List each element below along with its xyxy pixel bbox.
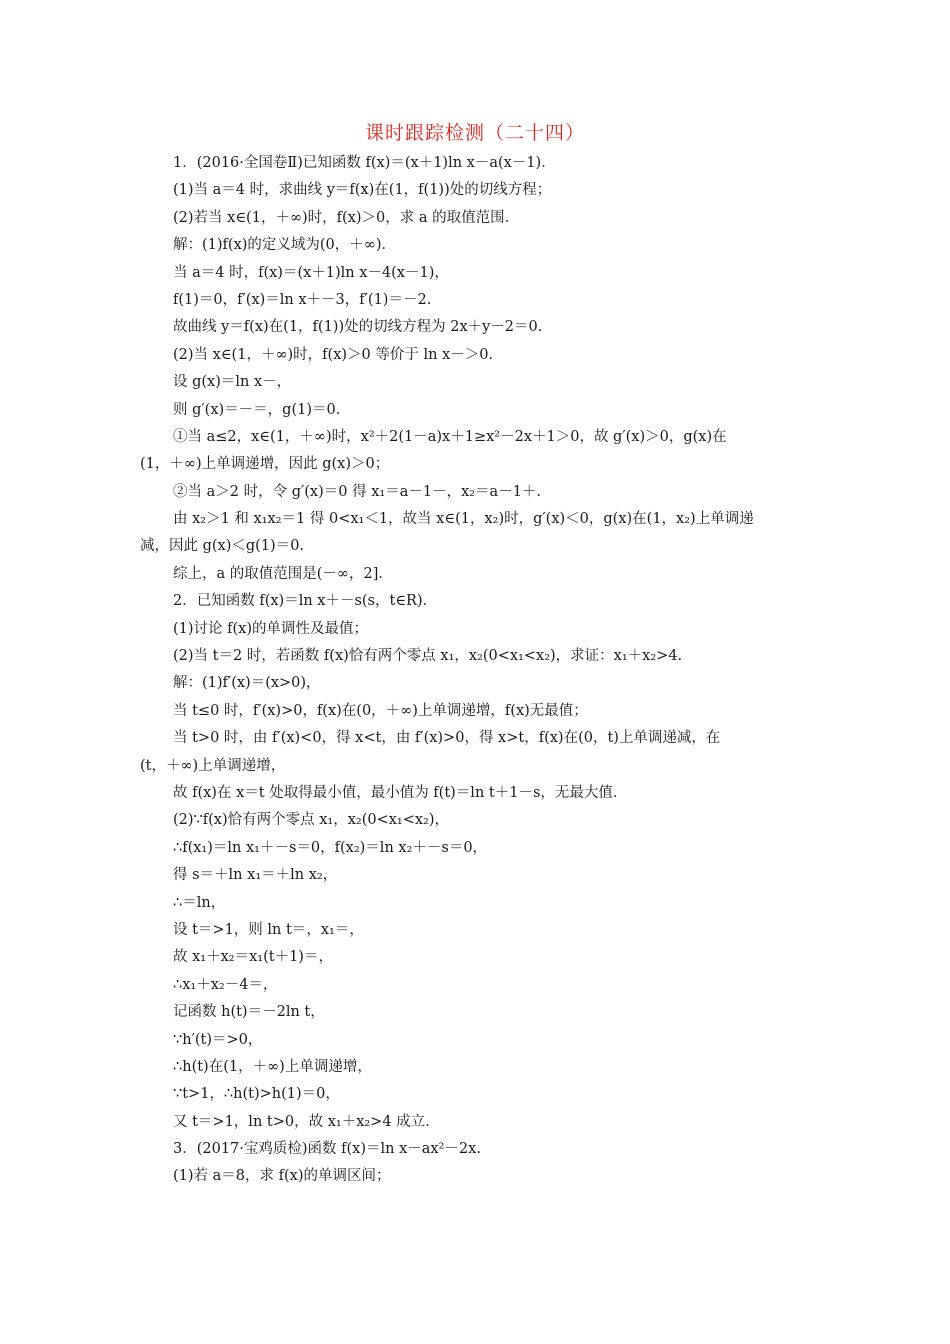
text-line: 设 t＝>1，则 ln t＝，x₁＝，	[173, 921, 364, 938]
text-line: (1)讨论 f(x)的单调性及最值；	[173, 620, 369, 637]
text-line: (2)当 t＝2 时，若函数 f(x)恰有两个零点 x₁，x₂(0<x₁<x₂)，求证：x₁＋x₂>4.	[173, 648, 683, 665]
text-line: ∴h(t)在(1，＋∞)上单调递增，	[173, 1058, 372, 1075]
text-line: 当 a＝4 时，f(x)＝(x＋1)ln x－4(x－1)，	[173, 264, 449, 281]
text-line: 设 g(x)＝ln x－，	[173, 374, 292, 391]
text-line: ①当 a≤2，x∈(1，＋∞)时，x²＋2(1－a)x＋1≥x²－2x＋1＞0，故 g′(x)＞0，g(x)在	[173, 428, 727, 445]
text-line: ∵h′(t)＝>0，	[173, 1031, 263, 1048]
text-line: ②当 a＞2 时，令 g′(x)＝0 得 x₁＝a－1－，x₂＝a－1＋.	[173, 483, 542, 500]
text-line: 当 t>0 时，由 f′(x)<0，得 x<t，由 f′(x)>0，得 x>t，f(x)在(0，t)上单调递减，在	[173, 730, 721, 747]
text-line: 综上，a 的取值范围是(－∞，2]．	[173, 565, 393, 582]
text-line: (2)当 x∈(1，＋∞)时，f(x)＞0 等价于 ln x－＞0.	[173, 346, 494, 363]
text-line: 2．已知函数 f(x)＝ln x＋－s(s，t∈R)．	[173, 593, 438, 610]
text-line: ∴f(x₁)＝ln x₁＋－s＝0，f(x₂)＝ln x₂＋－s＝0，	[173, 839, 488, 856]
document-body	[140, 150, 820, 1191]
text-line: 记函数 h(t)＝－2ln t，	[173, 1004, 325, 1021]
text-line: 减，因此 g(x)＜g(1)＝0.	[140, 538, 305, 555]
page-title: 课时跟踪检测（二十四）	[364, 122, 585, 144]
text-line: f(1)＝0，f′(x)＝ln x＋－3，f′(1)＝－2.	[173, 291, 432, 308]
text-line: 故 x₁＋x₂＝x₁(t＋1)＝，	[173, 949, 333, 966]
text-line: 由 x₂＞1 和 x₁x₂＝1 得 0<x₁＜1，故当 x∈(1，x₂)时，g′(x)＜0，g(x)在(1，x₂)上单调递	[173, 511, 754, 528]
text-line: ∴x₁＋x₂－4＝，	[173, 976, 278, 993]
text-line: 解：(1)f(x)的定义域为(0，＋∞)．	[173, 237, 397, 254]
text-line: 当 t≤0 时，f′(x)>0，f(x)在(0，＋∞)上单调递增，f(x)无最值；	[173, 702, 588, 719]
text-line: 解：(1)f′(x)＝(x>0)，	[173, 675, 321, 692]
text-line: (1)若 a＝8，求 f(x)的单调区间；	[173, 1168, 391, 1185]
text-line: 故曲线 y＝f(x)在(1，f(1))处的切线方程为 2x＋y－2＝0.	[173, 319, 543, 336]
text-line: (1)当 a＝4 时，求曲线 y＝f(x)在(1，f(1))处的切线方程；	[173, 182, 552, 199]
text-line: 又 t＝>1，ln t>0，故 x₁＋x₂>4 成立．	[173, 1113, 440, 1130]
text-line: (2)若当 x∈(1，＋∞)时，f(x)＞0，求 a 的取值范围．	[173, 209, 520, 226]
text-line: ∵t>1，∴h(t)>h(1)＝0，	[173, 1086, 340, 1103]
text-line: (t，＋∞)上单调递增，	[140, 757, 286, 774]
text-line: 故 f(x)在 x＝t 处取得最小值，最小值为 f(t)＝ln t＋1－s，无最大值．	[173, 784, 628, 801]
text-line: ∴＝ln，	[173, 894, 226, 911]
text-line: (1，＋∞)上单调递增，因此 g(x)＞0；	[140, 456, 390, 473]
text-line: 则 g′(x)＝－＝，g(1)＝0.	[173, 401, 341, 418]
text-line: 1．(2016·全国卷Ⅱ)已知函数 f(x)＝(x＋1)ln x－a(x－1)．	[173, 155, 556, 171]
text-line: (2)∵f(x)恰有两个零点 x₁，x₂(0<x₁<x₂)，	[173, 812, 450, 829]
text-line: 3．(2017·宝鸡质检)函数 f(x)＝ln x－ax²－2x.	[173, 1141, 481, 1158]
text-line: 得 s＝＋ln x₁＝＋ln x₂，	[173, 867, 338, 884]
